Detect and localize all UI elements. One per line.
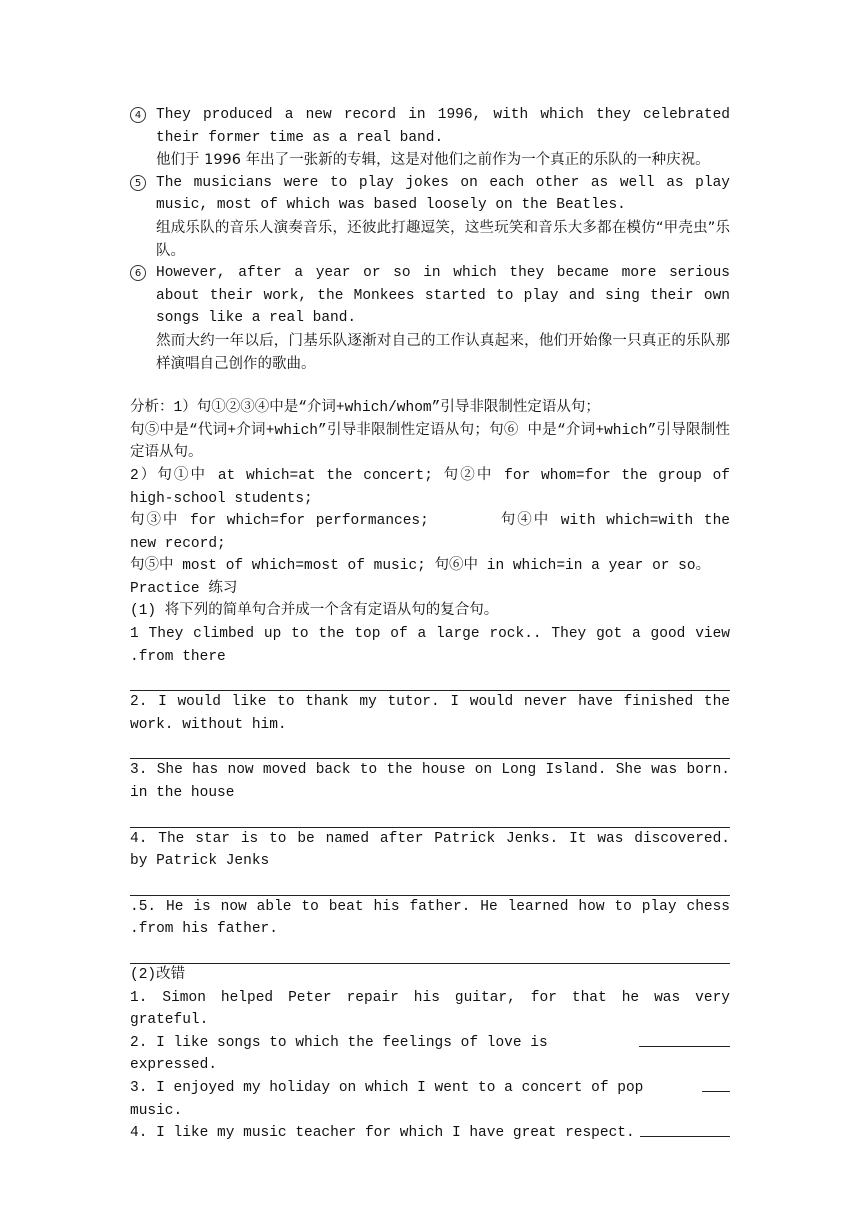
practice-item-2: 2. I would like to thank my tutor. I would never have finished the work. without him. (130, 694, 730, 733)
analysis-line-4 (130, 510, 730, 555)
analysis-line-4a: 句③中 for which=for performances; (130, 513, 429, 530)
analysis-line-2: 句⑤中是“代词+介词+which”引导非限制性定语从句；句⑥ 中是“介词+which”引导限制性定语从句。 (130, 422, 730, 462)
correction-item-3: 3. I enjoyed my holiday on which I went to a concert of pop music. (130, 1079, 644, 1119)
answer-line-3[interactable] (130, 805, 730, 828)
practice-item-4: 4. The star is to be named after Patrick Jenks. It was discovered. by Patrick Jenks (130, 830, 730, 870)
answer-line-5[interactable] (130, 941, 730, 964)
analysis-line-4b: 句④中 with which=with the new record; (130, 513, 731, 552)
analysis-line-5: 句⑤中 most of which=most of music; 句⑥中 in which=in a year or so。 (130, 558, 711, 575)
example-item-5 (130, 172, 730, 262)
example-chinese: 然而大约一年以后，门基乐队逐渐对自己的工作认真起来，他们开始像一只真正的乐队那样演唱自己创作的歌曲。 (156, 332, 730, 372)
document-page (130, 104, 730, 1145)
circled-number: 4 (130, 107, 146, 123)
practice-title: Practice 练习 (130, 580, 238, 597)
example-chinese: 组成乐队的音乐人演奏音乐，还彼此打趣逗笑，这些玩笑和音乐大多都在模仿“甲壳虫”乐队。 (156, 219, 730, 259)
practice-item-3: 3. She has now moved back to the house on Long Island. She was born. in the house (130, 762, 730, 802)
example-english: However, after a year or so in which they became more serious about their work, the Monkees started to play and sing their own songs like a real band. (156, 265, 730, 327)
circled-number: 5 (130, 175, 146, 191)
practice-item-1: 1 They climbed up to the top of a large rock.. They got a good view .from there (130, 626, 730, 665)
correction-item-4: 4. I like my music teacher for which I have great respect. (130, 1125, 635, 1142)
correction-blank-2[interactable] (639, 1032, 730, 1047)
example-item-4 (130, 104, 730, 172)
analysis-line-3: 2）句①中 at which=at the concert; 句②中 for whom=for the group of high-school students; (130, 467, 730, 507)
answer-line-2[interactable] (130, 736, 730, 759)
correction-blank-4[interactable] (640, 1122, 730, 1137)
analysis-line-1: 分析：1）句①②③④中是“介词+which/whom”引导非限制性定语从句； (130, 400, 600, 417)
circled-number: 6 (130, 265, 146, 281)
spacer (130, 375, 730, 397)
example-chinese: 他们于 1996 年出了一张新的专辑，这是对他们之前作为一个真正的乐队的一种庆祝。 (156, 152, 710, 169)
practice-part2-title: (2)改错 (130, 967, 186, 983)
correction-item-2: 2. I like songs to which the feelings of love is expressed. (130, 1034, 548, 1074)
practice-item-5: .5. He is now able to beat his father. He learned how to play chess .from his father. (130, 898, 730, 938)
correction-item-2-row (130, 1032, 730, 1077)
correction-item-1: 1. Simon helped Peter repair his guitar, for that he was very grateful. (130, 989, 730, 1029)
correction-item-3-row (130, 1077, 730, 1122)
answer-line-4[interactable] (130, 873, 730, 896)
answer-line-1[interactable] (130, 668, 730, 691)
correction-blank-3[interactable] (702, 1077, 730, 1092)
practice-part1-title: (1) 将下列的简单句合并成一个含有定语从句的复合句。 (130, 603, 499, 620)
example-item-6 (130, 262, 730, 375)
correction-item-4-row (130, 1122, 730, 1145)
example-english: The musicians were to play jokes on each other as well as play music, most of which was based loosely on the Beatles. (156, 174, 730, 214)
example-english: They produced a new record in 1996, with which they celebrated their former time as a real band. (156, 107, 730, 146)
